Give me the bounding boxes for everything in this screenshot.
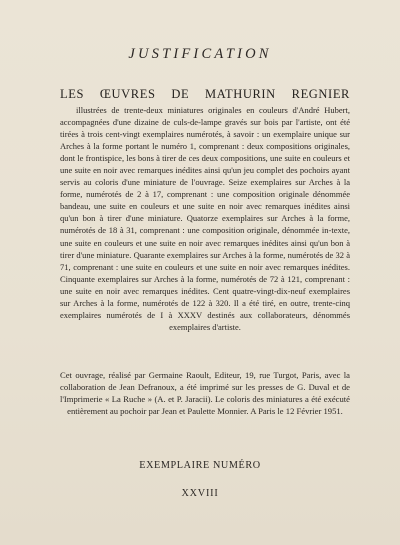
- book-title: LES ŒUVRES DE MATHURIN REGNIER: [60, 87, 350, 101]
- page-heading: JUSTIFICATION: [128, 46, 272, 62]
- colophon: [60, 369, 350, 417]
- edition-paragraph: illustrées de trente-deux miniatures originales en couleurs d'André Hubert, accompagnées d'une dizaine de culs-de-lampe gravés sur bois par l'artiste, ont été tirées à trois cent-vingt exemplaires numérotés, à savoir : un exemplaire unique sur Arches à la forme portant le numéro 1, comprenant : deux compositions originales, dont le frontispice, les bons à tirer de ces deux compositions, une suite en couleurs et une suite en noir avec remarques inédites ainsi qu'un jeu complet des pochoirs ayant servis au coloris d'une miniature de l'ouvrage. Seize exemplaires sur Arches à la forme, numérotés de 2 à 17, comprenant : une composition originale dénommée bandeau, une suite en couleurs et une suite en noir avec remarques inédites ainsi qu'un bon à tirer d'une miniature. Quatorze exemplaires sur Arches à la forme, numérotés de 18 à 31, comprenant : une composition originale, dénommée in-texte, une suite en couleurs et une suite en noir avec remarques inédites ainsi qu'un bon à tirer d'une miniature. Quarante exemplaires sur Arches à la forme, numérotés de 32 à 71, comprenant : une suite en couleurs et une suite en noir avec remarques inédites. Cinquante exemplaires sur Arches à la forme, numérotés de 72 à 121, comprenant : une suite en noir avec remarques inédites. Cent quatre-vingt-dix-neuf exemplaires sur Arches à la forme, numérotés de 122 à 320. Il a été tiré, en outre, trente-cinq exemplaires numérotés de I à XXXV destinés aux collaborateurs, dénommés exemplaires d'artiste.: [60, 105, 350, 332]
- exemplaire-label: EXEMPLAIRE NUMÉRO: [139, 460, 261, 471]
- colophon-paragraph: Cet ouvrage, réalisé par Germaine Raoult, Editeur, 19, rue Turgot, Paris, avec la collaboration de Jean Defranoux, a été imprimé sur les presses de G. Duval et de l'Imprimerie « La Ruche » (A. et P. Jaracii). Le coloris des miniatures a été exécuté entièrement au pochoir par Jean et Paulette Monnier. A Paris le 12 Février 1951.: [60, 370, 350, 417]
- exemplaire-number: XXVIII: [181, 488, 219, 499]
- edition-description: [60, 104, 350, 333]
